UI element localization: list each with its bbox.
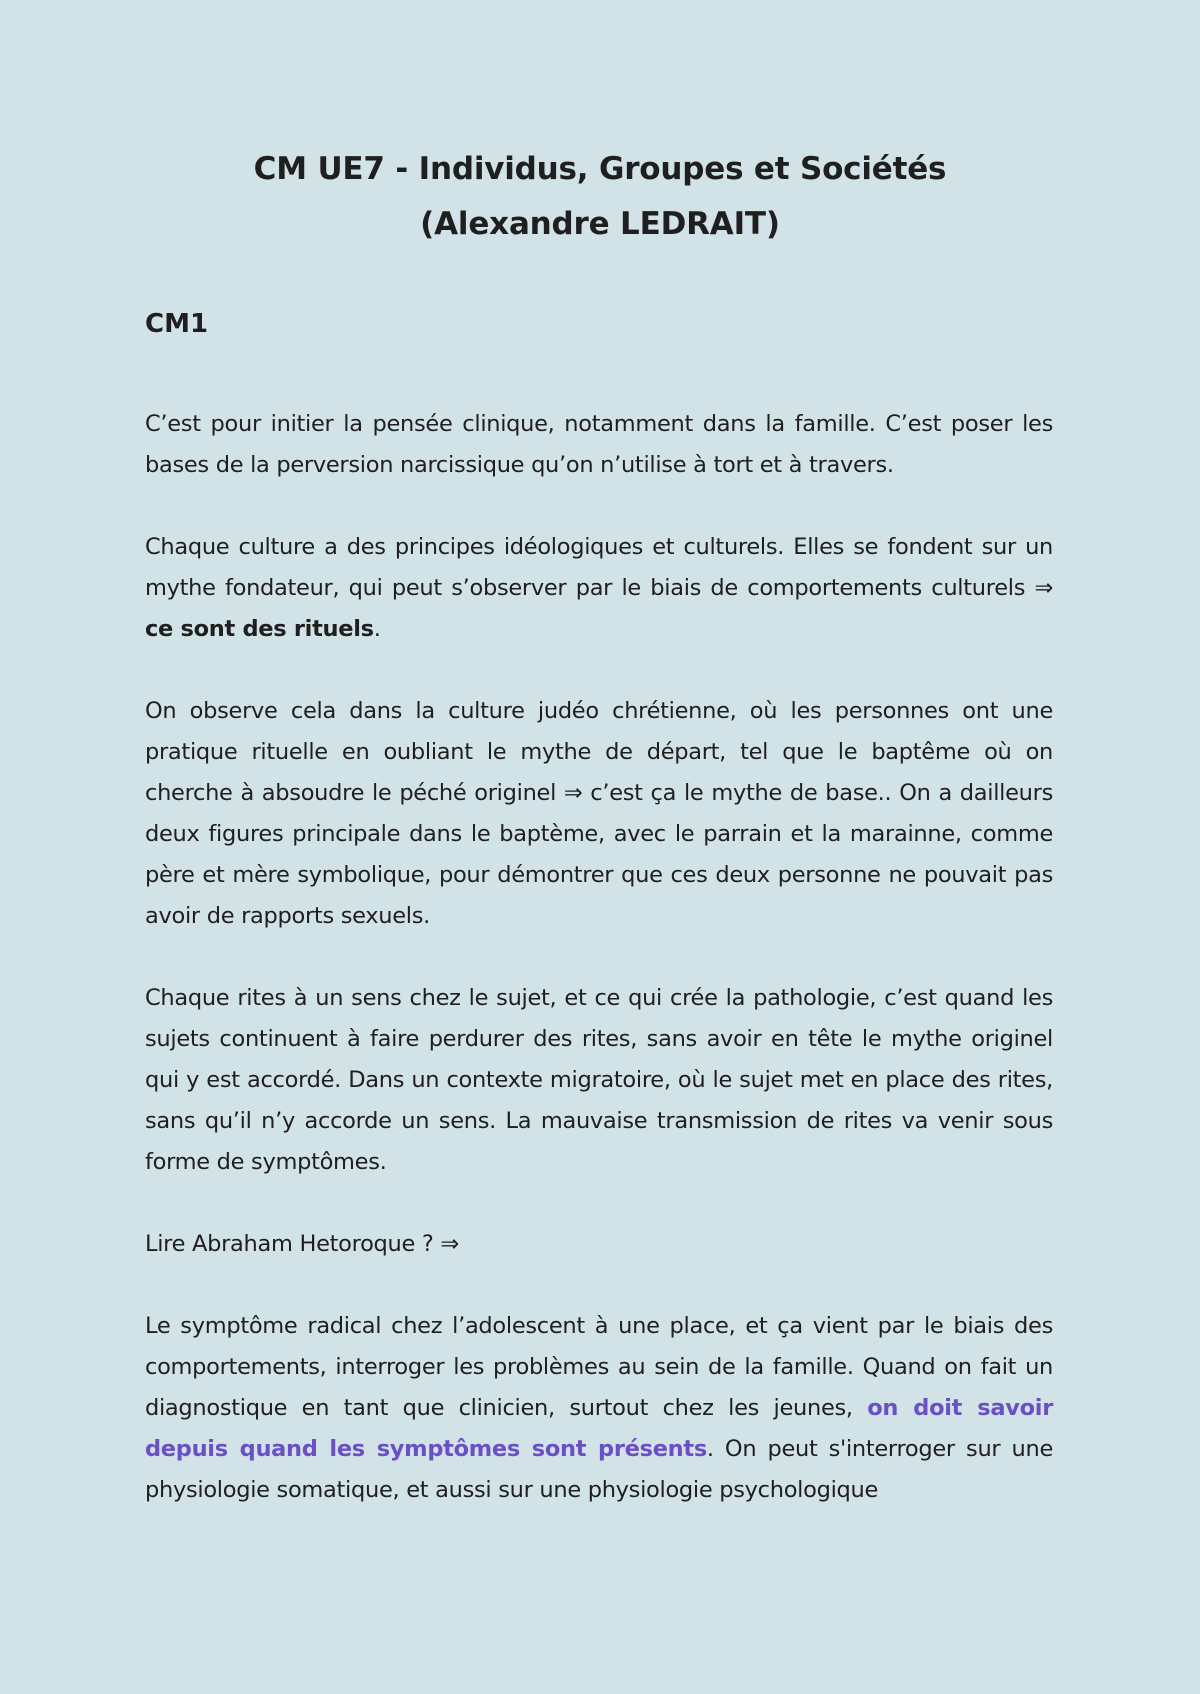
body-text	[145, 404, 1053, 1552]
paragraph-3: On observe cela dans la culture judéo chrétienne, où les personnes ont une pratique rituelle en oubliant le mythe de départ, tel que le baptême où on cherche à absoudre le péché originel ⇒ c’est ça le mythe de base.. On a dailleurs deux figures principale dans le baptème, avec le parrain et la marainne, comme père et mère symbolique, pour démontrer que ces deux personne ne pouvait pas avoir de rapports sexuels.	[145, 698, 1053, 929]
paragraph-6-text: Le symptôme radical chez l’adolescent à une place, et ça vient par le biais des comportements, interroger les problèmes au sein de la famille. Quand on fait un diagnostique en tant que clinicien, surtout chez les jeunes,	[145, 1313, 1053, 1421]
paragraph-6-end: . On peut s'interroger sur une physiologie somatique, et aussi sur une physiologie psychologique	[145, 1436, 1053, 1503]
paragraph-5: Lire Abraham Hetoroque ? ⇒	[145, 1231, 459, 1257]
paragraph-1: C’est pour initier la pensée clinique, notamment dans la famille. C’est poser les bases de la perversion narcissique qu’on n’utilise à tort et à travers.	[145, 411, 1053, 478]
document-title	[0, 142, 1200, 252]
title-line-1: CM UE7 - Individus, Groupes et Sociétés	[253, 151, 947, 187]
paragraph-2-text: Chaque culture a des principes idéologiques et culturels. Elles se fondent sur un mythe fondateur, qui peut s’observer par le biais de comportements culturels ⇒	[145, 534, 1053, 601]
paragraph-4: Chaque rites à un sens chez le sujet, et ce qui crée la pathologie, c’est quand les sujets continuent à faire perdurer des rites, sans avoir en tête le mythe originel qui y est accordé. Dans un contexte migratoire, où le sujet met en place des rites, sans qu’il n’y accorde un sens. La mauvaise transmission de rites va venir sous forme de symptômes.	[145, 985, 1053, 1175]
paragraph-6	[145, 1306, 1053, 1511]
paragraph-2-bold: ce sont des rituels	[145, 616, 374, 642]
paragraph-6-highlight: on doit savoir depuis quand les symptômes sont présents	[145, 1395, 1053, 1462]
section-heading: CM1	[145, 309, 209, 339]
paragraph-2-end: .	[373, 616, 381, 642]
paragraph-2	[145, 527, 1053, 650]
title-line-2: (Alexandre LEDRAIT)	[420, 206, 780, 242]
